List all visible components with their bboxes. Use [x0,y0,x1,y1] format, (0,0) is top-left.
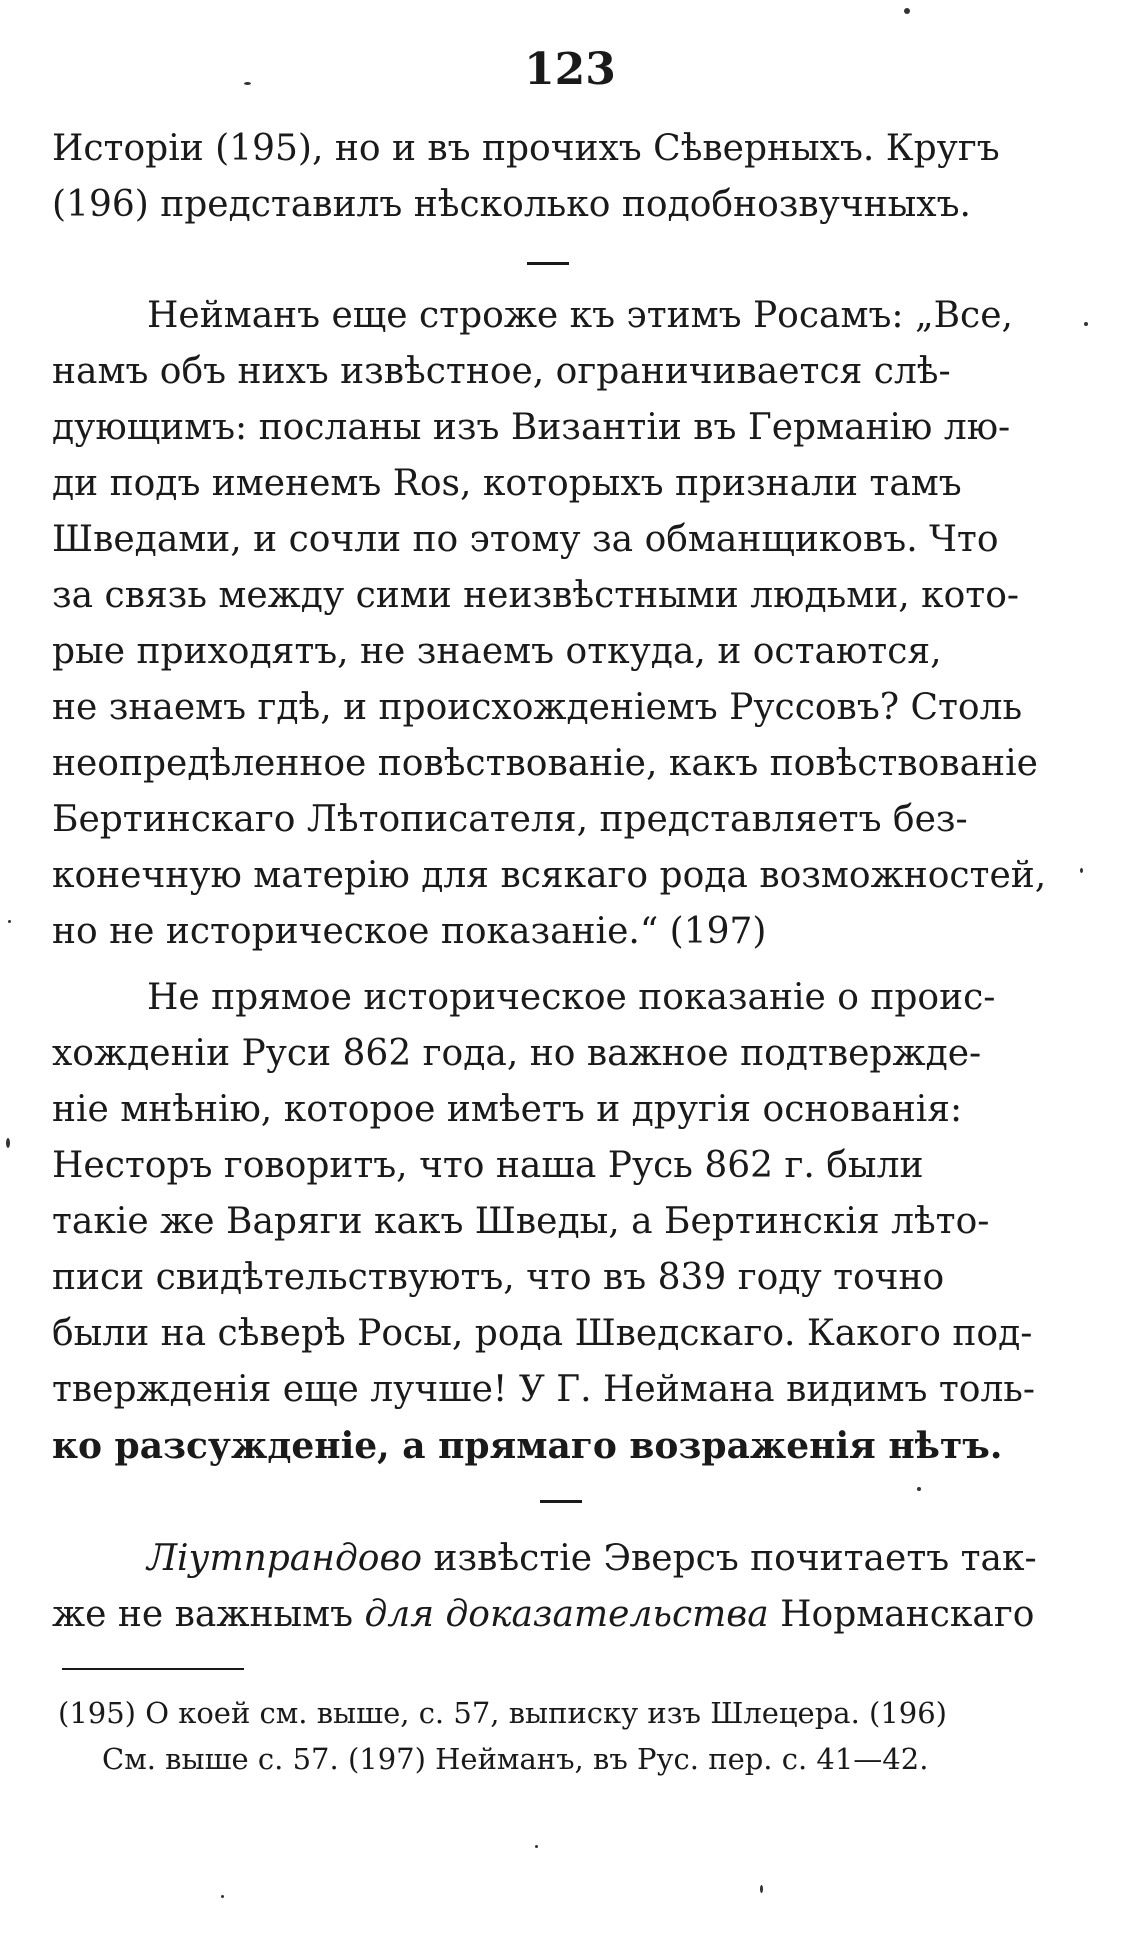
text-line: хожденіи Руси 862 года, но важное подтвержде- [52,1033,982,1074]
page-number: 123 [524,44,616,95]
text-line: за связь между сими неизвѣстными людьми, кото- [52,575,1020,616]
print-speck [6,1138,10,1148]
text-line: твержденія еще лучше! У Г. Неймана видимъ толь- [52,1369,1036,1410]
text-line: ніе мнѣнію, которое имѣетъ и другія основанія: [52,1089,963,1130]
print-speck [221,1895,224,1898]
text-line: рые приходятъ, не знаемъ откуда, и остаются, [52,631,942,672]
print-speck [904,8,910,14]
footnotes [58,1690,1058,1782]
text-line: Несторъ говоритъ, что наша Русь 862 г. были [52,1145,924,1186]
text-line: ко разсужденіе, а прямаго возраженія нѣтъ. [52,1425,1003,1467]
text-line: Исторіи (195), но и въ прочихъ Сѣверныхъ. Кругъ [52,128,1000,169]
footnote-line: (195) О коей см. выше, с. 57, выписку изъ Шлецера. (196) [58,1696,947,1730]
print-speck [244,82,251,85]
text-line: Нейманъ еще строже къ этимъ Росамъ: „Все, [147,295,1013,336]
text-fragment: извѣстіе Эверсъ почитаетъ так- [422,1538,1037,1579]
section-divider [527,262,569,265]
text-line: ди подъ именемъ Ros, которыхъ признали тамъ [52,463,962,504]
text-line: но не историческое показаніе.“ (197) [52,911,767,952]
paragraph-liutprand [52,1531,1062,1643]
text-line: намъ объ нихъ извѣстное, ограничивается слѣ- [52,351,951,392]
text-line: писи свидѣтельствуютъ, что въ 839 году точно [52,1257,945,1298]
text-line: (196) представилъ нѣсколько подобнозвучныхъ. [52,184,971,225]
text-line: не знаемъ гдѣ, и происхожденіемъ Руссовъ? Столь [52,687,1023,728]
italic-term: Ліутпрандово [147,1538,423,1579]
text-fragment: Норманскаго [768,1594,1035,1635]
print-speck [8,920,11,923]
text-line: Бертинскаго Лѣтописателя, представляетъ без- [52,799,968,840]
text-line: Не прямое историческое показаніе о проис- [147,977,996,1018]
paragraph-continuation [52,121,1062,233]
print-speck [535,1845,538,1848]
text-line: дующимъ: посланы изъ Византіи въ Германію лю- [52,407,1011,448]
print-speck [1080,868,1083,873]
section-divider [540,1500,582,1503]
text-line [52,1531,1062,1587]
text-line: конечную матерію для всякаго рода возможностей, [52,855,1047,896]
print-speck [1084,322,1088,326]
italic-phrase: для доказательства [364,1594,769,1635]
text-line [52,1587,1062,1643]
text-fragment: же не важнымъ [52,1594,365,1635]
footnote-separator [62,1668,244,1670]
paragraph-confirmation [52,970,1062,1474]
text-line: Шведами, и сочли по этому за обманщиковъ. Что [52,519,999,560]
print-speck [917,1487,921,1491]
text-line: неопредѣленное повѣствованіе, какъ повѣствованіе [52,743,1038,784]
text-line: такіе же Варяги какъ Шведы, а Бертинскія лѣто- [52,1201,990,1242]
text-line: были на сѣверѣ Росы, рода Шведскаго. Какого под- [52,1313,1033,1354]
print-speck [760,1885,763,1893]
footnote-line: См. выше с. 57. (197) Нейманъ, въ Рус. пер. с. 41—42. [102,1742,929,1776]
paragraph-neumann-quote [52,288,1062,960]
